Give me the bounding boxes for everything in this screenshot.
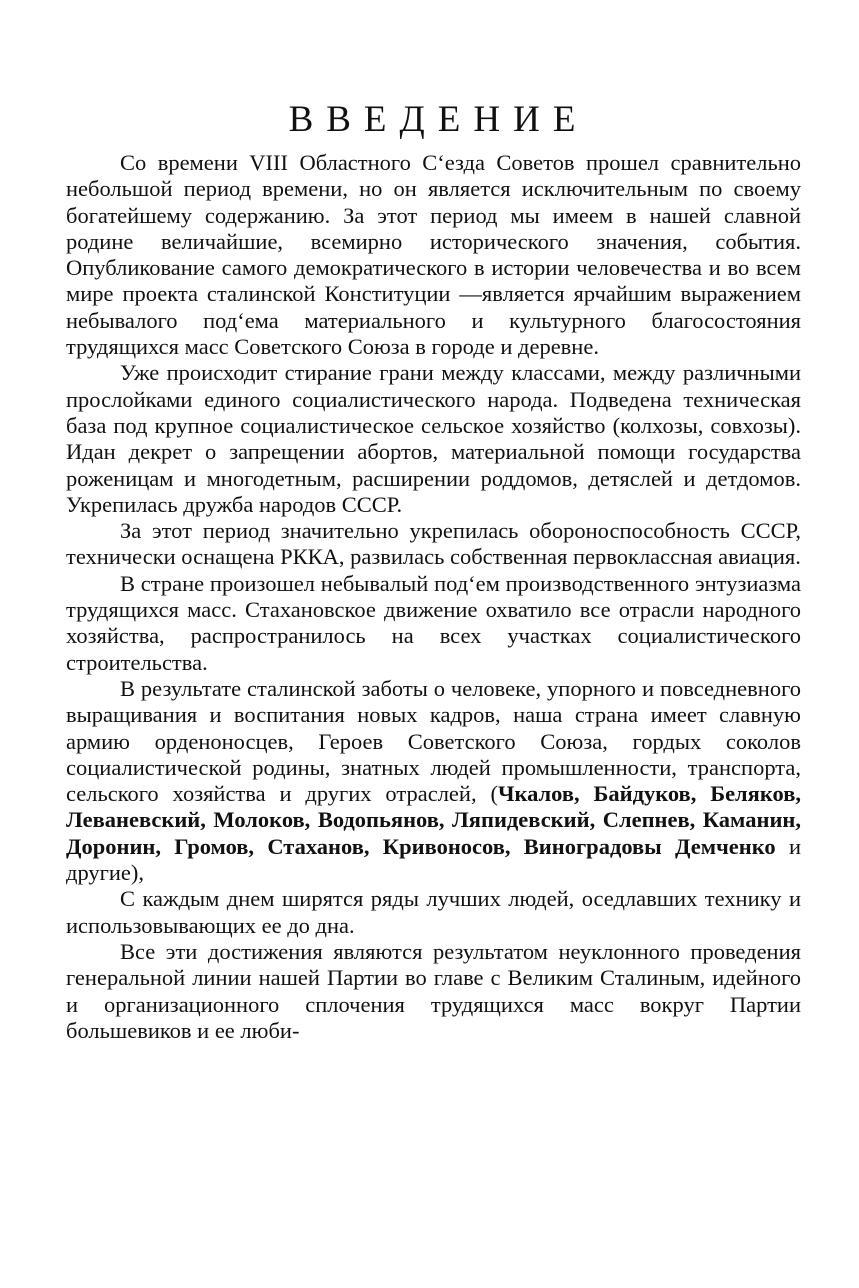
paragraph-5 — [66, 676, 801, 886]
paragraph-4: В стране произошел небывалый под‘ем производственного энтузиазма трудящихся масс. Стахановское движение охватило все отрасли народного хозяйства, распространилось на всех участках социалистического строительства. — [66, 570, 801, 675]
paragraph-5-tail: и другие), — [66, 833, 801, 886]
paragraph-1: Со времени VIII Областного С‘езда Советов прошел сравнительно небольшой период времени, но он является исключительным по своему богатейшему содержанию. За этот период мы имеем в нашей славной родине величайшие, всемирно исторического значения, события. Опубликование самого демократического в истории человечества и во всем мире проекта сталинской Конституции —является ярчайшим выражением небывалого под‘ема материального и культурного благосостояния трудящихся масс Советского Союза в городе и деревне. — [66, 150, 801, 360]
paragraph-5-text: В результате сталинской заботы о человеке, упорного и повседневного выращивания и воспитания новых кадров, наша страна имеет славную армию орденоносцев, Героев Советского Союза, гордых соколов социалистической родины, знатных людей промышленности, транспорта, сельского хозяйства и других отраслей, ( — [66, 675, 801, 807]
paragraph-7: Все эти достижения являются результатом неуклонного проведения генеральной линии нашей Партии во главе с Великим Сталиным, идейного и организационного сплочения трудящихся масс вокруг Партии большевиков и ее люби- — [66, 938, 801, 1043]
paragraph-2: Уже происходит стирание грани между классами, между различными прослойками единого социалистического народа. Подведена техническая база под крупное социалистическое сельское хозяйство (колхозы, совхозы). Идан декрет о запрещении абортов, материальной помощи государства роженицам и многодетным, расширении роддомов, детяслей и детдомов. Укрепилась дружба народов СССР. — [66, 360, 801, 517]
page-title: ВВЕДЕНИЕ — [288, 99, 589, 140]
document-page — [66, 96, 801, 1044]
paragraph-6: С каждым днем ширятся ряды лучших людей, оседлавших технику и использовывающих ее до дна. — [66, 886, 801, 938]
paragraph-3: За этот период значительно укрепилась обороноспособность СССР, технически оснащена РККА, развилась собственная первоклассная авиация. — [66, 518, 801, 570]
hero-names: Чкалов, Байдуков, Беляков, Леваневский, Молоков, Водопьянов, Ляпидевский, Слепнев, Каманин, Доронин, Громов, Стаханов, Кривоносов, Виноградовы Демченко — [66, 781, 801, 859]
